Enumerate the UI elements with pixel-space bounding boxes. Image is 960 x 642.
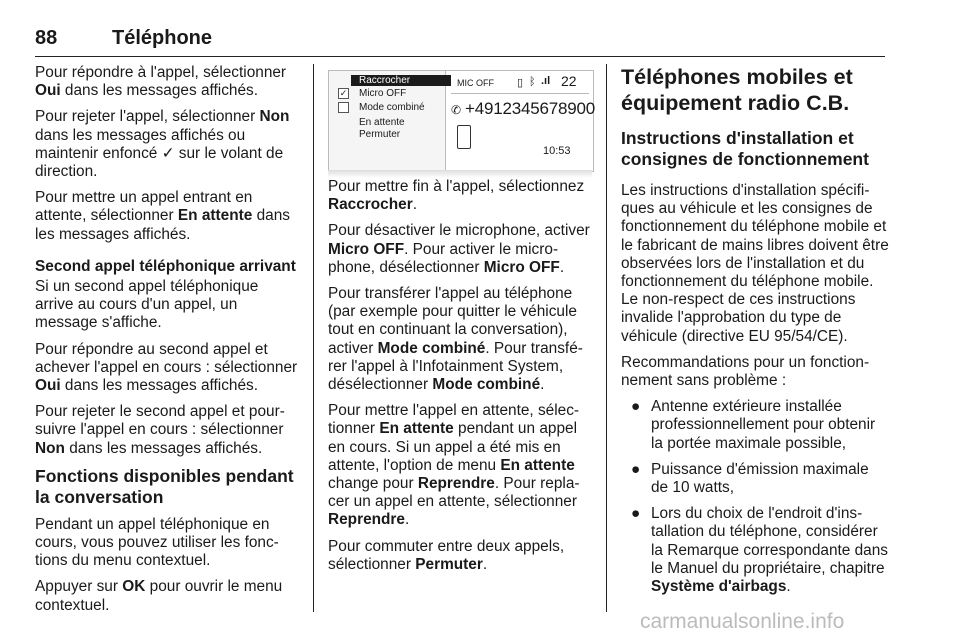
menu-item-micro-off: Micro OFF <box>359 88 407 99</box>
checkbox-empty-icon <box>338 102 349 113</box>
checkbox-checked-icon: ✓ <box>339 88 348 98</box>
paragraph-functions: Pendant un appel téléphonique en cours, vous pouvez utiliser les fonctions du menu contextuel. <box>35 515 279 570</box>
column-3 <box>621 64 889 604</box>
recommendation-list <box>621 398 889 596</box>
paragraph-second-reject: Pour rejeter le second appel et poursuivre l'appel en cours : sélectionner Non dans les messages affichés. <box>35 403 285 457</box>
status-bar <box>451 75 589 94</box>
illustration-shadow <box>328 170 592 178</box>
bullet-icon: ● <box>631 505 641 523</box>
paragraph-recommendations: Recommandations pour un fonctionnement sans problème : <box>621 353 870 390</box>
bullet-icon: ● <box>631 398 641 416</box>
mic-off-label: MIC OFF <box>457 78 494 88</box>
heading-second-call: Second appel téléphonique arrivant <box>35 257 296 275</box>
column-divider <box>313 64 314 612</box>
paragraph-ok: Appuyer sur OK pour ouvrir le menu contextuel. <box>35 578 283 614</box>
menu-item-raccrocher: Raccrocher <box>351 75 451 86</box>
heading-functions: Fonctions disponibles pendant la conversation <box>35 465 294 507</box>
call-icon: ✆ <box>451 103 462 117</box>
menu-item-en-attente: En attente <box>359 117 405 128</box>
mobile-phone-icon <box>457 125 471 149</box>
page-number: 88 <box>35 27 58 49</box>
paragraph-hangup: Pour mettre fin à l'appel, sélectionnez Raccrocher. <box>328 178 585 214</box>
paragraph-second-answer: Pour répondre au second appel et achever l'appel en cours : sélectionner Oui dans les messages affichés. <box>35 340 298 395</box>
paragraph-hold: Pour mettre un appel entrant en attente, sélectionner En attente dans les messages affichés. <box>35 189 290 243</box>
paragraph-mic: Pour désactiver le microphone, activer Micro OFF. Pour activer le microphone, désélectionner Micro OFF. <box>328 222 590 276</box>
phone-number: +4912345678900 <box>465 99 596 118</box>
signal-icon: .ıl <box>541 75 551 87</box>
column-1 <box>35 64 300 623</box>
phone-call-screen-illustration <box>328 70 594 172</box>
page-title: Téléphone <box>112 27 213 49</box>
subsection-heading: Instructions d'installation et consignes de fonctionnement <box>621 128 869 169</box>
list-item: ● Lors du choix de l'endroit d'installation du téléphone, considérer la Remarque correspondante dans le Manuel du propriétaire, chapitre Système d'airbags. <box>631 505 888 596</box>
battery-icon: ▯ <box>517 77 524 89</box>
menu-item-mode-combine: Mode combiné <box>359 102 425 113</box>
paragraph-reject: Pour rejeter l'appel, sélectionner Non dans les messages affichés ou maintenir enfoncé ✓ sur le volant de direction. <box>35 108 290 181</box>
paragraph-answer: Pour répondre à l'appel, sélectionner Oui dans les messages affichés. <box>35 64 287 100</box>
context-menu <box>329 71 446 171</box>
paragraph-switch: Pour commuter entre deux appels, sélectionner Permuter. <box>328 537 565 573</box>
list-item: ● Antenne extérieure installée professionnellement pour obtenir la portée maximale possible, <box>631 398 876 452</box>
paragraph-hold-call: Pour mettre l'appel en attente, sélectionner En attente pendant un appel en cours. Si un appel a été mis en attente, l'option de menu En attente change pour Reprendre. Pour replacer un appel en attente, sélectionner Reprendre. <box>328 402 580 529</box>
paragraph-second-call: Si un second appel téléphonique arrive au cours d'un appel, un message s'affiche. <box>35 278 259 332</box>
list-item: ● Puissance d'émission maximale de 10 watts, <box>631 460 869 497</box>
bullet-icon: ● <box>631 460 641 478</box>
paragraph-transfer: Pour transférer l'appel au téléphone (par exemple pour quitter le véhicule tout en continuant la conversation), activer Mode combiné. Pour transférer l'appel à l'Infotainment System, désélectionner Mode combiné. <box>328 285 583 394</box>
page-header <box>35 26 885 57</box>
column-2 <box>328 178 593 582</box>
watermark: carmanualsonline.info <box>640 610 845 633</box>
menu-item-permuter: Permuter <box>359 129 401 140</box>
section-heading: Téléphones mobiles et équipement radio C.B. <box>621 65 853 115</box>
column-divider <box>606 64 607 612</box>
status-number: 22 <box>561 73 577 89</box>
paragraph-instructions: Les instructions d'installation spécifiques au véhicule et les consignes de fonctionnement du téléphone mobile et le fabricant de mains libres doivent être observées lors de l'installation et du fonctionnement du téléphone mobile. Le non-respect de ces instructions invalide l'approbation du type de véhicule (directive EU 95/54/CE). <box>621 182 889 345</box>
call-time: 10:53 <box>543 145 571 157</box>
bluetooth-icon: ᛒ <box>529 76 536 88</box>
